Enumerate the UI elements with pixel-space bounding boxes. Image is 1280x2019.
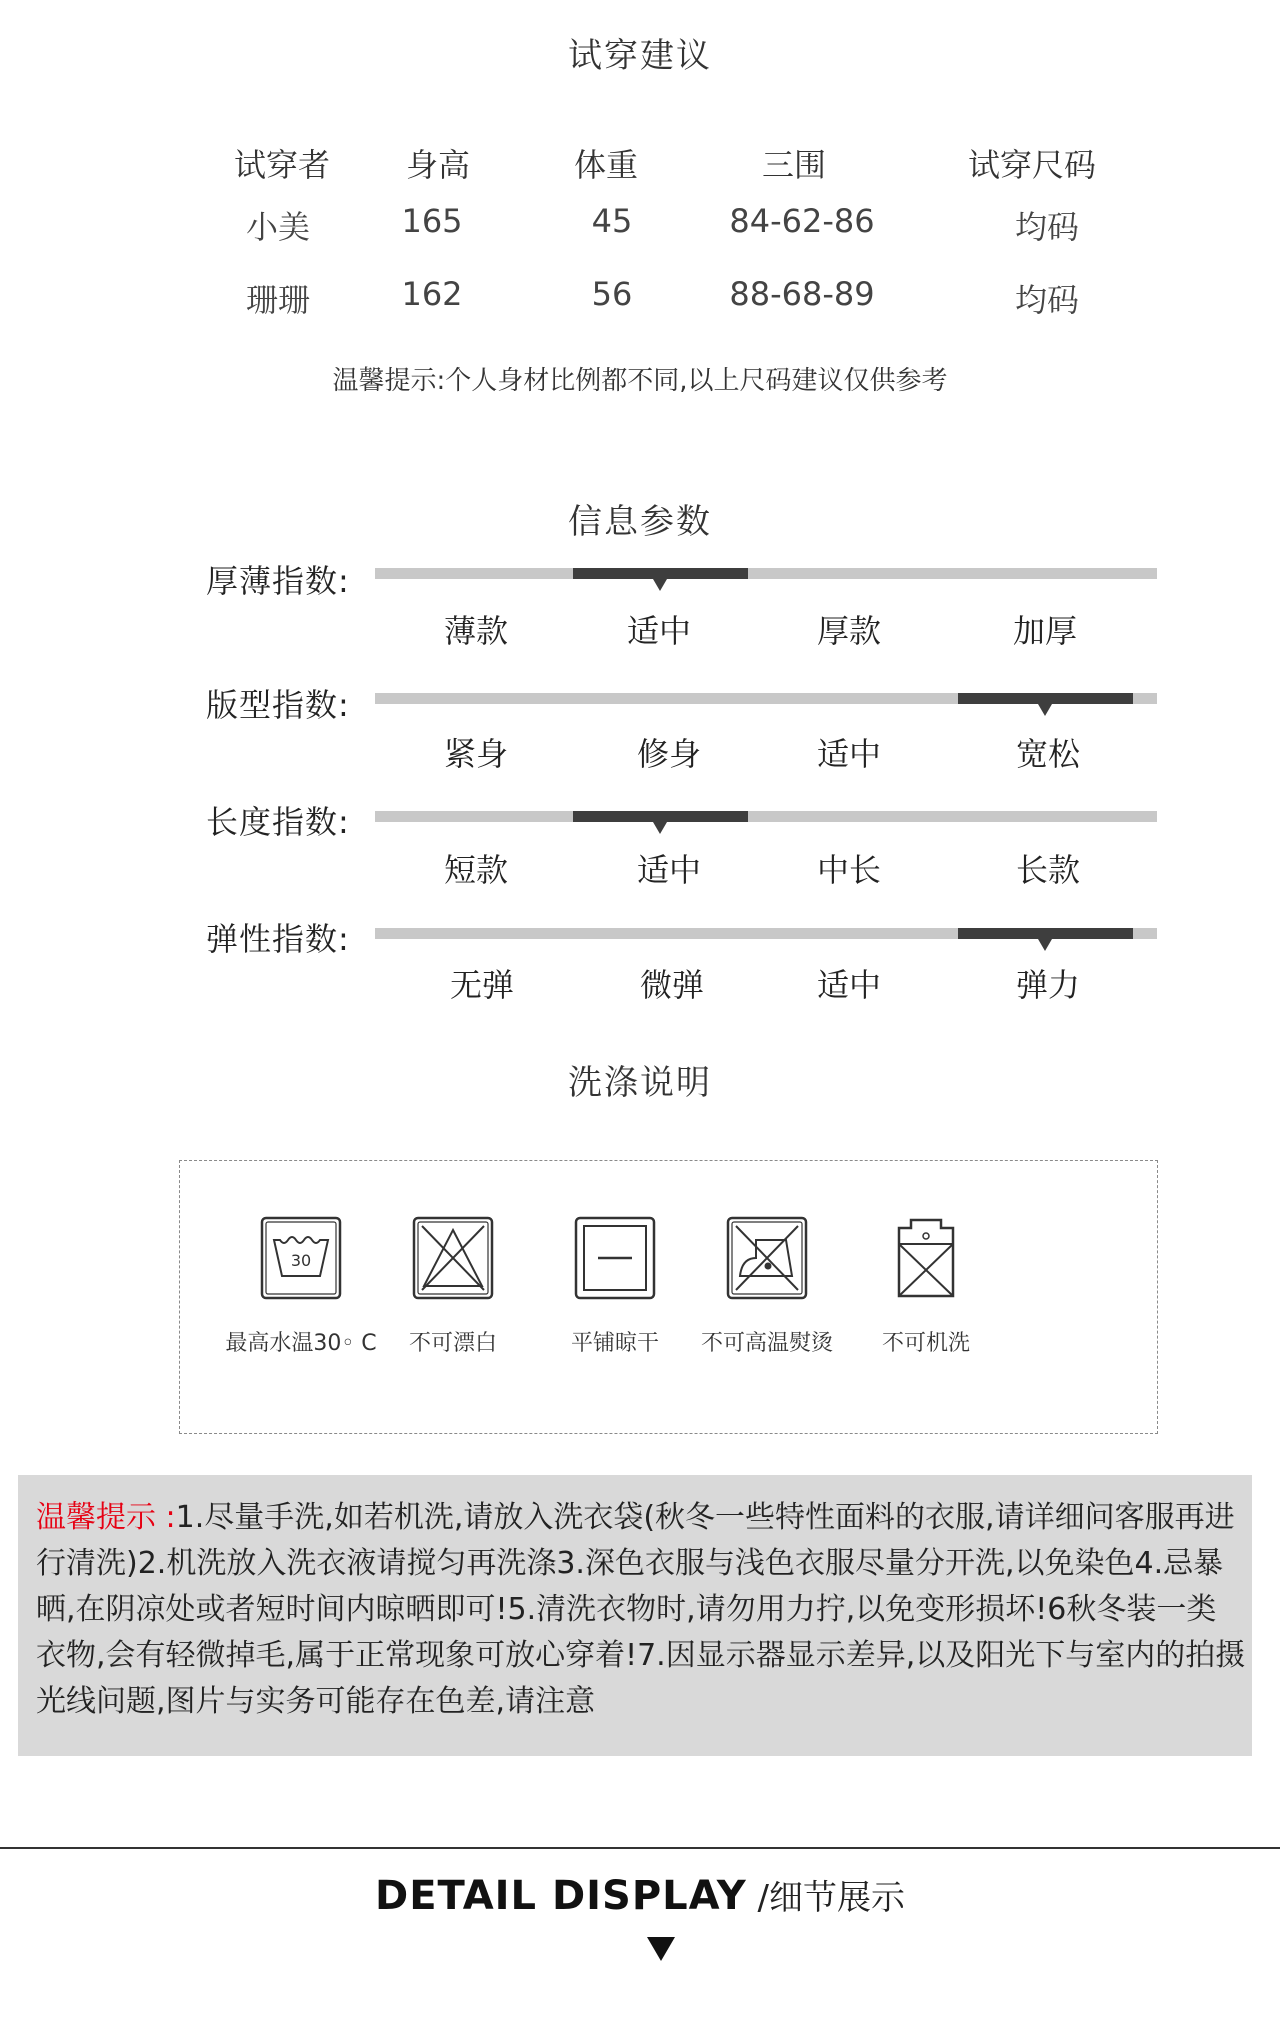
down-arrow-icon — [647, 1937, 675, 1961]
wash-caption: 平铺晾干 — [570, 1331, 659, 1356]
fit-header-measurements: 三围 — [761, 146, 826, 184]
tips-paragraph — [36, 1495, 1246, 1725]
wash-item — [530, 1216, 700, 1357]
divider — [0, 1847, 1280, 1849]
index-pointer-fit — [1038, 704, 1052, 716]
detail-heading-en: DETAIL DISPLAY — [374, 1873, 747, 1919]
index-option: 弹力 — [1015, 966, 1080, 1004]
index-marker-elasticity — [958, 928, 1133, 939]
index-option: 适中 — [636, 851, 701, 889]
wash-caption: 不可机洗 — [881, 1331, 970, 1356]
index-option: 中长 — [816, 851, 881, 889]
info-section-title: 信息参数 — [568, 502, 712, 542]
index-option: 紧身 — [443, 735, 508, 773]
index-option: 长款 — [1015, 851, 1080, 889]
tips-label: 温馨提示 : — [36, 1500, 176, 1535]
wash-30-icon — [260, 1216, 342, 1300]
fit-row1-size: 均码 — [1014, 208, 1079, 246]
wash-caption: 不可高温熨烫 — [700, 1331, 833, 1356]
index-option: 宽松 — [1015, 735, 1080, 773]
index-option: 修身 — [636, 735, 701, 773]
index-track-thickness — [375, 568, 1157, 579]
index-label-elasticity: 弹性指数: — [206, 920, 350, 958]
wash-temp-label: 30 — [290, 1251, 312, 1270]
dry-flat-icon — [574, 1216, 656, 1300]
fit-section-title: 试穿建议 — [568, 36, 712, 76]
index-marker-fit — [958, 693, 1133, 704]
index-option: 微弹 — [639, 966, 704, 1004]
index-label-thickness: 厚薄指数: — [206, 562, 350, 600]
fit-header-size: 试穿尺码 — [967, 146, 1096, 184]
index-marker-length — [573, 811, 748, 822]
tips-box — [18, 1475, 1252, 1756]
index-option: 适中 — [816, 966, 881, 1004]
index-label-fit: 版型指数: — [206, 686, 350, 724]
fit-row1-measurements: 84-62-86 — [729, 202, 875, 240]
wash-instructions-box — [179, 1160, 1158, 1434]
fit-header-weight: 体重 — [573, 146, 638, 184]
wash-item — [841, 1216, 1011, 1357]
fit-header-tester: 试穿者 — [233, 146, 330, 184]
index-option: 加厚 — [1012, 612, 1077, 650]
fit-note: 温馨提示:个人身材比例都不同,以上尺码建议仅供参考 — [332, 366, 948, 396]
fit-header-height: 身高 — [405, 146, 470, 184]
index-option: 薄款 — [443, 612, 508, 650]
index-marker-thickness — [573, 568, 748, 579]
fit-row2-tester: 珊珊 — [245, 281, 310, 319]
wash-item — [216, 1216, 386, 1357]
index-pointer-length — [653, 822, 667, 834]
index-option: 厚款 — [816, 612, 881, 650]
detail-heading — [0, 1870, 1280, 1919]
index-label-length: 长度指数: — [206, 803, 350, 841]
index-option: 适中 — [626, 612, 691, 650]
index-pointer-elasticity — [1038, 939, 1052, 951]
fit-row2-weight: 56 — [591, 275, 633, 313]
tips-text: 1.尽量手洗,如若机洗,请放入洗衣袋(秋冬一些特性面料的衣服,请详细问客服再进行清洗)2.机洗放入洗衣液请搅匀再洗涤3.深色衣服与浅色衣服尽量分开洗,以免染色4.忌暴晒,在阴凉处或者短时间内晾晒即可!5.清洗衣物时,请勿用力拧,以免变形损坏!6秋冬装一类衣物,会有轻微掉毛,属于正常现象可放心穿着!7.因显示器显示差异,以及阳光下与室内的拍摄光线问题,图片与实务可能存在色差,请注意 — [36, 1500, 1246, 1719]
fit-row1-height: 165 — [401, 202, 463, 240]
fit-row1-tester: 小美 — [245, 208, 310, 246]
wash-caption: 不可漂白 — [408, 1331, 497, 1356]
index-track-elasticity — [375, 928, 1157, 939]
index-pointer-thickness — [653, 579, 667, 591]
no-bleach-icon — [412, 1216, 494, 1300]
index-track-fit — [375, 693, 1157, 704]
wash-item — [682, 1216, 852, 1357]
wash-caption: 最高水温30◦ C — [225, 1331, 377, 1356]
index-option: 无弹 — [449, 966, 514, 1004]
wash-item — [368, 1216, 538, 1357]
detail-heading-cn: /细节展示 — [746, 1878, 906, 1918]
fit-row2-measurements: 88-68-89 — [729, 275, 875, 313]
fit-row1-weight: 45 — [591, 202, 633, 240]
no-iron-icon — [726, 1216, 808, 1300]
index-option: 短款 — [443, 851, 508, 889]
fit-row2-size: 均码 — [1014, 281, 1079, 319]
index-track-length — [375, 811, 1157, 822]
index-option: 适中 — [816, 735, 881, 773]
fit-row2-height: 162 — [401, 275, 463, 313]
no-machine-wash-icon — [891, 1216, 961, 1300]
wash-section-title: 洗涤说明 — [568, 1063, 712, 1103]
